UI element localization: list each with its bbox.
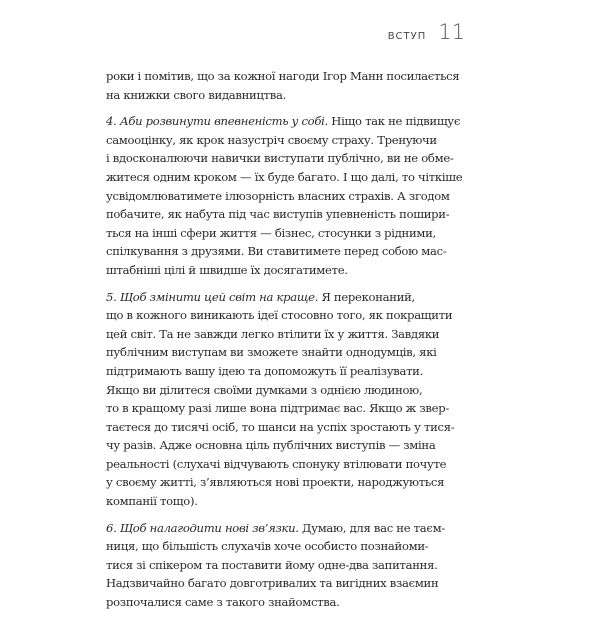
running-header xyxy=(388,20,465,44)
text-line: компанії тощо). xyxy=(106,494,198,509)
text-line: що в кожного виникають ідеї стосовно того, як покращити xyxy=(106,308,453,323)
line-text: Думаю, для вас не таєм- xyxy=(298,520,445,535)
text-line: розпочалися саме з такого знайомства. xyxy=(106,595,340,610)
text-line: публічним виступам ви зможете знайти однодумців, які xyxy=(106,345,437,360)
text-line: ниця, що більшість слухачів хоче особисто познайоми- xyxy=(106,539,429,554)
paragraph xyxy=(106,288,486,511)
text-line: таєтеся до тисячі осіб, то шанси на успіх зростають у тися- xyxy=(106,419,455,434)
text-line: у своєму житті, з’являються нові проекти, народжуються xyxy=(106,475,445,490)
text-line: то в кращому разі лише вона підтримає вас. Якщо ж звер- xyxy=(106,401,449,416)
paragraph xyxy=(106,67,486,104)
text-line: підтримають вашу ідею та допоможуть її реалізувати. xyxy=(106,363,423,378)
text-line xyxy=(106,519,486,538)
text-line: Надзвичайно багато довготривалих та вигідних взаємин xyxy=(106,576,439,591)
text-line: усвідомлюватимете ілюзорність власних страхів. А згодом xyxy=(106,188,450,203)
text-line: Якщо ви ділитеся своїми думками з однією людиною, xyxy=(106,382,423,397)
text-line: тися зі спікером та поставити йому одне-два запитання. xyxy=(106,557,438,572)
text-line: самооцінку, як крок назустріч своєму страху. Тренуючи xyxy=(106,132,437,147)
line-text: Ніщо так не підвищує xyxy=(327,114,461,129)
text-line: побачите, як набута під час виступів упевненість пошири- xyxy=(106,207,450,222)
text-line: житеся одним кроком — їх буде багато. І що далі, то чіткіше xyxy=(106,169,463,184)
text-line: на книжки свого видавництва. xyxy=(106,87,286,102)
item-heading: 5. Щоб змінити цей світ на краще. xyxy=(106,289,319,304)
text-line: спілкування з друзями. Ви ставитимете перед собою мас- xyxy=(106,244,447,259)
text-line xyxy=(106,112,486,131)
page-number: 11 xyxy=(438,20,465,44)
body-text xyxy=(106,67,486,620)
text-line: штабніші цілі й швидше їх досягатимете. xyxy=(106,262,348,277)
text-line: цей світ. Та не завжди легко втілити їх у життя. Завдяки xyxy=(106,326,440,341)
text-line: роки і помітив, що за кожної нагоди Ігор Манн посилається xyxy=(106,69,460,83)
text-line: чу разів. Адже основна ціль публічних виступів — зміна xyxy=(106,438,436,453)
paragraph xyxy=(106,519,486,612)
paragraph xyxy=(106,112,486,279)
text-line: ться на інші сфери життя — бізнес, стосунки з рідними, xyxy=(106,225,436,240)
line-text: Я переконаний, xyxy=(318,289,415,304)
text-line xyxy=(106,288,486,307)
item-heading: 4. Аби розвинути впевненість у собі. xyxy=(106,114,328,129)
item-heading: 6. Щоб налагодити нові зв’язки. xyxy=(106,520,299,535)
text-line: і вдосконалюючи навички виступати публічно, ви не обме- xyxy=(106,151,454,166)
section-label: ВСТУП xyxy=(387,31,427,42)
text-line: реальності (слухачі відчувають спонуку втілювати почуте xyxy=(106,456,447,471)
